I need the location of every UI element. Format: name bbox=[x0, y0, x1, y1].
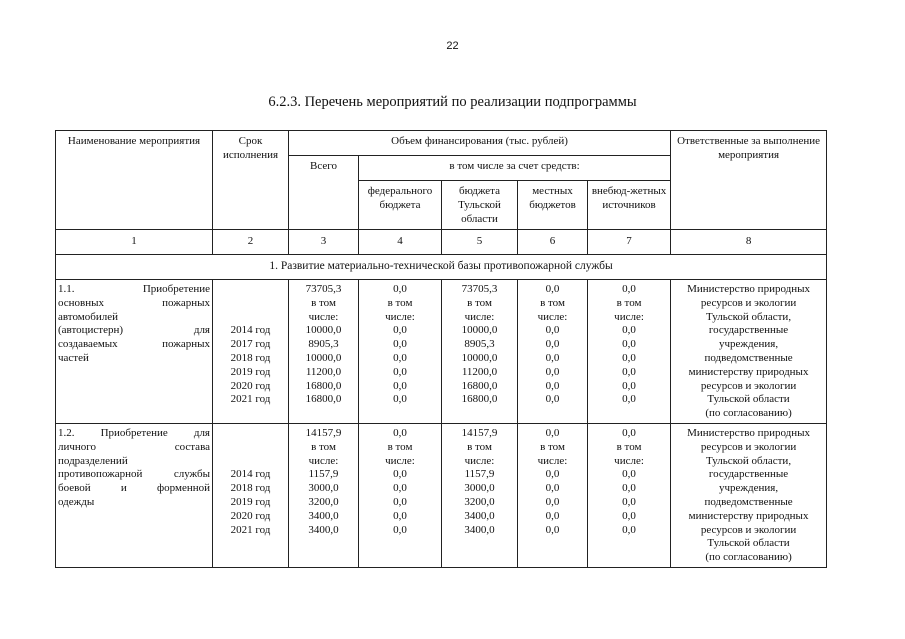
activity-name-line: основных пожарных bbox=[58, 296, 210, 309]
extra-cell bbox=[588, 280, 671, 424]
period-cell bbox=[213, 280, 289, 424]
regional-cell-line: 14157,9 bbox=[461, 426, 498, 439]
federal-cell-line: 0,0 bbox=[393, 495, 407, 508]
regional-cell-line: 3400,0 bbox=[464, 509, 495, 522]
activity-name-line: одежды bbox=[58, 495, 95, 508]
local-cell-line: числе: bbox=[537, 310, 568, 323]
activity-name-line: 1.2. Приобретение для bbox=[58, 426, 210, 439]
header-extra: внебюд-жетных источников bbox=[588, 181, 671, 230]
total-cell-line: 16800,0 bbox=[305, 379, 342, 392]
period-cell-line: 2018 год bbox=[230, 482, 271, 495]
period-cell-line: 2021 год bbox=[230, 393, 271, 406]
federal-cell-line: 0,0 bbox=[393, 379, 407, 392]
responsible-cell-line: Тульской области bbox=[707, 393, 790, 406]
responsible-cell-line: учреждения, bbox=[719, 482, 779, 495]
total-cell-line: 10000,0 bbox=[305, 351, 342, 364]
regional-cell-line: 3000,0 bbox=[464, 482, 495, 495]
extra-cell-line: числе: bbox=[614, 454, 644, 467]
header-local: местных бюджетов bbox=[518, 181, 588, 230]
period-cell bbox=[213, 423, 289, 567]
column-number: 8 bbox=[671, 230, 827, 255]
federal-cell-line: 0,0 bbox=[393, 482, 407, 495]
activity-name-line: подразделений bbox=[58, 454, 128, 467]
federal-cell-line: 0,0 bbox=[393, 393, 407, 406]
extra-cell-line: в том bbox=[616, 296, 642, 309]
activity-name-line: частей bbox=[58, 351, 89, 364]
extra-cell-line: 0,0 bbox=[622, 495, 636, 508]
extra-cell-line: 0,0 bbox=[622, 351, 636, 364]
column-number: 6 bbox=[518, 230, 588, 255]
activities-table bbox=[55, 130, 827, 568]
total-cell bbox=[289, 280, 359, 424]
local-cell-line: 0,0 bbox=[545, 523, 560, 536]
extra-cell-line: 0,0 bbox=[622, 523, 636, 536]
period-cell-line: 2020 год bbox=[230, 509, 271, 522]
responsible-cell-line: Министерство природных bbox=[687, 283, 811, 295]
federal-cell-line: 0,0 bbox=[393, 351, 407, 364]
federal-cell-line: числе: bbox=[385, 454, 415, 467]
period-cell-line: 2017 год bbox=[230, 338, 271, 351]
period-cell-line bbox=[215, 311, 286, 325]
regional-cell-line: в том bbox=[467, 440, 492, 453]
column-number: 5 bbox=[442, 230, 518, 255]
period-cell-line: 2018 год bbox=[230, 351, 271, 364]
total-cell-line: 8905,3 bbox=[308, 338, 339, 351]
total-cell-line: числе: bbox=[308, 454, 339, 467]
total-cell-line: 10000,0 bbox=[305, 324, 342, 337]
federal-cell-line: 0,0 bbox=[393, 365, 407, 378]
responsible-cell-line: подведомственные bbox=[704, 495, 793, 508]
extra-cell-line: в том bbox=[616, 440, 642, 453]
responsible-cell-line: государственные bbox=[708, 324, 789, 337]
regional-cell-line: 3200,0 bbox=[464, 495, 495, 508]
federal-cell-line: 0,0 bbox=[393, 283, 407, 295]
responsible-cell bbox=[671, 280, 827, 424]
extra-cell-line: 0,0 bbox=[622, 482, 636, 495]
section-title: 1. Развитие материально-технической базы противопожарной службы bbox=[56, 255, 827, 280]
period-cell-line: 2020 год bbox=[230, 379, 271, 392]
federal-cell-line: в том bbox=[387, 440, 413, 453]
header-name: Наименование мероприятия bbox=[56, 131, 213, 230]
federal-cell bbox=[359, 423, 442, 567]
responsible-cell-line: государственные bbox=[708, 468, 789, 481]
period-cell-line bbox=[215, 455, 286, 469]
responsible-cell-line: (по согласованию) bbox=[705, 551, 792, 564]
total-cell-line: 16800,0 bbox=[305, 393, 342, 406]
federal-cell-line: 0,0 bbox=[393, 468, 407, 481]
extra-cell-line: 0,0 bbox=[622, 393, 636, 406]
responsible-cell-line: министерству природных bbox=[688, 509, 809, 522]
responsible-cell-line: Министерство природных bbox=[687, 426, 811, 439]
total-cell-line: 3400,0 bbox=[308, 509, 339, 522]
header-including: в том числе за счет средств: bbox=[359, 156, 671, 181]
regional-cell-line: 16800,0 bbox=[461, 393, 498, 406]
federal-cell-line: 0,0 bbox=[393, 523, 407, 536]
federal-cell-line: 0,0 bbox=[393, 338, 407, 351]
responsible-cell-line: ресурсов и экологии bbox=[700, 440, 797, 453]
total-cell-line: 11200,0 bbox=[305, 365, 342, 378]
responsible-cell-line: министерству природных bbox=[688, 365, 809, 378]
regional-cell-line: в том bbox=[467, 296, 492, 309]
period-cell-line: 2014 год bbox=[230, 324, 271, 337]
local-cell-line: в том bbox=[540, 296, 565, 309]
extra-cell bbox=[588, 423, 671, 567]
column-number: 7 bbox=[588, 230, 671, 255]
responsible-cell-line: ресурсов и экологии bbox=[700, 523, 797, 536]
responsible-cell-line: ресурсов и экологии bbox=[700, 379, 797, 392]
header-regional: бюджета Тульской области bbox=[442, 181, 518, 230]
column-number: 2 bbox=[213, 230, 289, 255]
total-cell-line: 73705,3 bbox=[305, 283, 342, 295]
activity-name bbox=[56, 423, 213, 567]
period-cell-line: 2019 год bbox=[230, 365, 271, 378]
total-cell-line: в том bbox=[311, 296, 336, 309]
column-number: 3 bbox=[289, 230, 359, 255]
local-cell-line: 0,0 bbox=[545, 482, 560, 495]
local-cell-line: 0,0 bbox=[545, 393, 560, 406]
activity-name-line: создаваемых пожарных bbox=[58, 338, 210, 351]
activity-name-line: автомобилей bbox=[58, 310, 118, 323]
federal-cell-line: 0,0 bbox=[393, 509, 407, 522]
period-cell-line bbox=[215, 297, 286, 311]
total-cell bbox=[289, 423, 359, 567]
local-cell-line: 0,0 bbox=[545, 324, 560, 337]
regional-cell-line: 8905,3 bbox=[464, 338, 495, 351]
regional-cell-line: 3400,0 bbox=[464, 523, 495, 536]
extra-cell-line: числе: bbox=[614, 310, 644, 323]
responsible-cell-line: подведомственные bbox=[704, 351, 793, 364]
local-cell-line: 0,0 bbox=[545, 283, 560, 295]
header-funding: Объем финансирования (тыс. рублей) bbox=[289, 131, 671, 156]
local-cell-line: 0,0 bbox=[545, 379, 560, 392]
page-title: 6.2.3. Перечень мероприятий по реализации подпрограммы bbox=[268, 94, 637, 110]
extra-cell-line: 0,0 bbox=[622, 468, 636, 481]
regional-cell-line: 16800,0 bbox=[461, 379, 498, 392]
period-cell-line: 2019 год bbox=[230, 495, 271, 508]
total-cell-line: 1157,9 bbox=[308, 468, 339, 481]
header-responsible: Ответственные за выполнение мероприятия bbox=[671, 131, 827, 230]
regional-cell-line: числе: bbox=[464, 310, 495, 323]
header-federal: федерального бюджета bbox=[359, 181, 442, 230]
regional-cell-line: 73705,3 bbox=[461, 283, 498, 295]
column-number: 1 bbox=[56, 230, 213, 255]
activity-name-line: противопожарной службы bbox=[58, 468, 210, 481]
activity-name-line: (автоцистерн) для bbox=[58, 324, 210, 337]
regional-cell-line: 11200,0 bbox=[461, 365, 498, 378]
header-period: Срок исполнения bbox=[213, 131, 289, 230]
local-cell-line: 0,0 bbox=[545, 338, 560, 351]
activity-name-line: личного состава bbox=[58, 440, 210, 453]
local-cell-line: 0,0 bbox=[545, 365, 560, 378]
responsible-cell-line: Тульской области, bbox=[706, 454, 792, 467]
extra-cell-line: 0,0 bbox=[622, 426, 636, 439]
period-cell-line: 2014 год bbox=[230, 468, 271, 481]
local-cell-line: 0,0 bbox=[545, 426, 560, 439]
regional-cell bbox=[442, 280, 518, 424]
federal-cell-line: числе: bbox=[385, 310, 415, 323]
extra-cell-line: 0,0 bbox=[622, 324, 636, 337]
period-cell-line bbox=[215, 427, 286, 441]
extra-cell-line: 0,0 bbox=[622, 283, 636, 295]
table-row bbox=[56, 280, 827, 424]
regional-cell-line: 1157,9 bbox=[464, 468, 495, 481]
local-cell-line: 0,0 bbox=[545, 351, 560, 364]
total-cell-line: 14157,9 bbox=[305, 426, 342, 439]
local-cell bbox=[518, 280, 588, 424]
responsible-cell-line: ресурсов и экологии bbox=[700, 296, 797, 309]
responsible-cell-line: учреждения, bbox=[719, 338, 779, 351]
activity-name bbox=[56, 280, 213, 424]
extra-cell-line: 0,0 bbox=[622, 365, 636, 378]
regional-cell bbox=[442, 423, 518, 567]
local-cell-line: числе: bbox=[537, 454, 568, 467]
federal-cell-line: в том bbox=[387, 296, 413, 309]
federal-cell-line: 0,0 bbox=[393, 324, 407, 337]
activity-name-line: 1.1. Приобретение bbox=[58, 283, 210, 295]
federal-cell bbox=[359, 280, 442, 424]
responsible-cell-line: Тульской области, bbox=[706, 310, 792, 323]
local-cell-line: 0,0 bbox=[545, 495, 560, 508]
total-cell-line: числе: bbox=[308, 310, 339, 323]
responsible-cell-line: Тульской области bbox=[707, 537, 790, 550]
column-numbers-row bbox=[56, 230, 827, 255]
extra-cell-line: 0,0 bbox=[622, 509, 636, 522]
table-row bbox=[56, 423, 827, 567]
local-cell-line: 0,0 bbox=[545, 509, 560, 522]
local-cell bbox=[518, 423, 588, 567]
total-cell-line: 3200,0 bbox=[308, 495, 339, 508]
header-total: Всего bbox=[289, 156, 359, 230]
regional-cell-line: 10000,0 bbox=[461, 351, 498, 364]
responsible-cell-line: (по согласованию) bbox=[705, 407, 792, 420]
local-cell-line: в том bbox=[540, 440, 565, 453]
total-cell-line: 3000,0 bbox=[308, 482, 339, 495]
federal-cell-line: 0,0 bbox=[393, 426, 407, 439]
responsible-cell bbox=[671, 423, 827, 567]
regional-cell-line: числе: bbox=[464, 454, 495, 467]
local-cell-line: 0,0 bbox=[545, 468, 560, 481]
period-cell-line bbox=[215, 283, 286, 297]
total-cell-line: в том bbox=[311, 440, 336, 453]
extra-cell-line: 0,0 bbox=[622, 338, 636, 351]
period-cell-line bbox=[215, 441, 286, 455]
regional-cell-line: 10000,0 bbox=[461, 324, 498, 337]
page-number: 22 bbox=[446, 40, 459, 52]
period-cell-line: 2021 год bbox=[230, 523, 271, 536]
total-cell-line: 3400,0 bbox=[308, 523, 339, 536]
column-number: 4 bbox=[359, 230, 442, 255]
extra-cell-line: 0,0 bbox=[622, 379, 636, 392]
activity-name-line: боевой и форменной bbox=[58, 482, 210, 495]
